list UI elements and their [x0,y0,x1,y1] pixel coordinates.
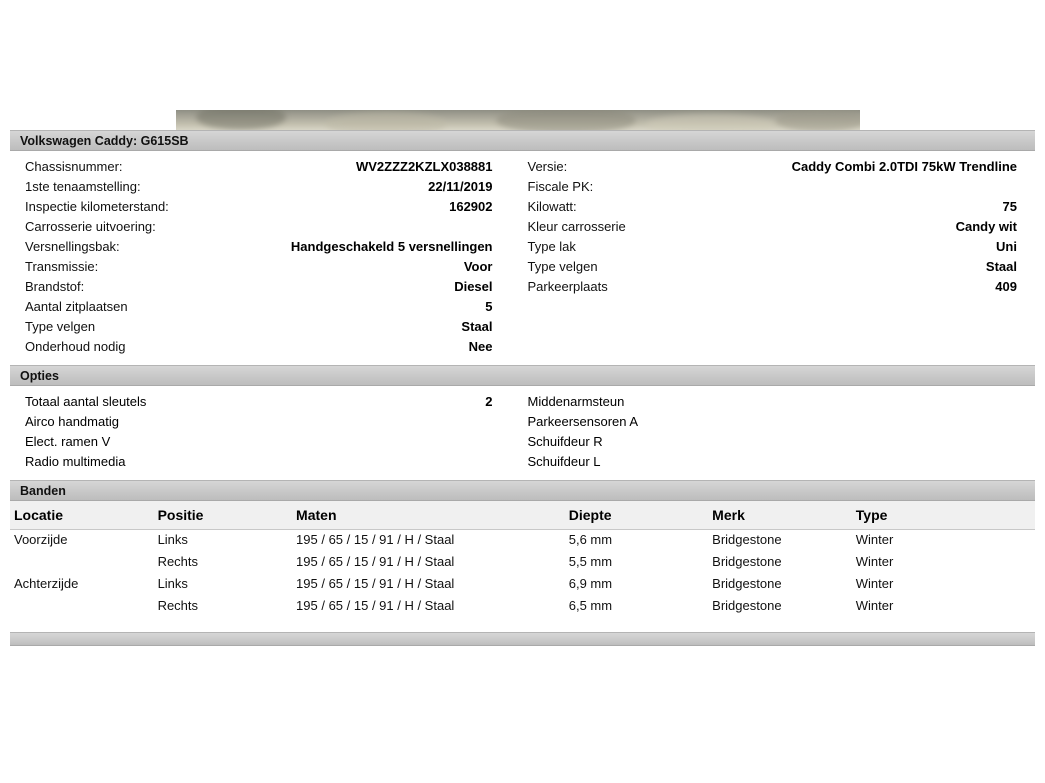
spec-value: 75 [1002,199,1017,214]
cell-positie: Rechts [157,554,199,569]
spec-row [25,277,493,297]
options-right-column [523,392,1036,472]
spec-label: Type velgen [527,259,598,274]
spec-value: Diesel [454,279,493,294]
column-header-positie: Positie [154,501,292,530]
option-label: Schuifdeur R [527,434,603,449]
spec-row [528,197,1018,217]
column-header-locatie: Locatie [10,501,154,530]
option-label: Parkeersensoren A [527,414,639,429]
spec-label: Chassisnummer: [25,159,123,174]
option-item [528,392,1018,412]
cell-locatie: Voorzijde [14,532,68,547]
column-header-maten: Maten [292,501,565,530]
spec-label: Inspectie kilometerstand: [25,199,169,214]
spec-label: 1ste tenaamstelling: [25,179,141,194]
spec-row [528,277,1018,297]
spec-row [25,237,493,257]
spec-row [25,297,493,317]
cell-positie: Links [157,532,188,547]
option-item [528,452,1018,472]
cell-merk: Bridgestone [712,598,782,613]
spec-row [528,217,1018,237]
cell-diepte: 6,9 mm [568,576,613,591]
cell-maten: 195 / 65 / 15 / 91 / H / Staal [296,554,455,569]
spec-row [25,257,493,277]
option-item [528,432,1018,452]
spec-value: Voor [463,259,493,274]
page-title: Volkswagen Caddy: G615SB [20,134,189,148]
option-label: Elect. ramen V [25,434,111,449]
option-label: Radio multimedia [25,454,126,469]
option-item [25,392,493,412]
spec-value: Caddy Combi 2.0TDI 75kW Trendline [791,159,1017,174]
cell-type: Winter [855,576,894,591]
cell-merk: Bridgestone [712,554,782,569]
options-section-header [10,365,1035,386]
spec-row [25,177,493,197]
table-row [10,574,1035,596]
table-row [10,552,1035,574]
spec-row [25,317,493,337]
cell-locatie: Achterzijde [14,576,79,591]
cell-locatie [10,552,154,574]
spec-label: Kilowatt: [527,199,577,214]
spec-value: 22/11/2019 [428,179,493,194]
option-item [25,432,493,452]
spec-row [25,217,493,237]
spec-row [528,177,1018,197]
vehicle-title-bar [10,130,1035,151]
column-header-merk: Merk [708,501,852,530]
cell-diepte: 6,5 mm [568,598,613,613]
spec-label: Parkeerplaats [527,279,608,294]
spec-label: Type velgen [25,319,96,334]
column-header-diepte: Diepte [565,501,708,530]
spec-value: Staal [461,319,493,334]
spec-label: Carrosserie uitvoering: [25,219,156,234]
spec-row [528,237,1018,257]
spec-row [25,197,493,217]
specifications-right-column [523,157,1036,357]
cell-positie: Links [157,576,188,591]
spec-row [25,337,493,357]
spec-label: Fiscale PK: [527,179,594,194]
spec-value: WV2ZZZ2KZLX038881 [355,159,493,174]
cell-maten: 195 / 65 / 15 / 91 / H / Staal [296,532,455,547]
spec-label: Brandstof: [25,279,85,294]
cell-diepte: 5,5 mm [568,554,613,569]
spec-row [528,257,1018,277]
cell-type: Winter [855,598,894,613]
option-label: Schuifdeur L [527,454,601,469]
cell-positie: Rechts [157,598,199,613]
option-label: Airco handmatig [25,414,119,429]
footer-divider [10,632,1035,646]
option-label: Totaal aantal sleutels [25,394,147,409]
spec-value: 409 [995,279,1017,294]
spec-value: Uni [996,239,1017,254]
spec-row [25,157,493,177]
spec-value: Handgeschakeld 5 versnellingen [290,239,493,254]
spec-value: Candy wit [955,219,1017,234]
column-header-type: Type [852,501,1035,530]
spec-value: 162902 [449,199,493,214]
cell-maten: 195 / 65 / 15 / 91 / H / Staal [296,576,455,591]
cell-maten: 195 / 65 / 15 / 91 / H / Staal [296,598,455,613]
cell-diepte: 5,6 mm [568,532,613,547]
table-row [10,596,1035,618]
option-item [528,412,1018,432]
specifications-grid [10,151,1035,357]
cell-merk: Bridgestone [712,532,782,547]
cell-locatie [10,596,154,618]
option-qty: 2 [485,394,493,409]
cell-type: Winter [855,532,894,547]
tyres-title: Banden [20,484,66,498]
spec-label: Versie: [527,159,568,174]
cell-merk: Bridgestone [712,576,782,591]
options-title: Opties [20,369,59,383]
spec-label: Kleur carrosserie [527,219,626,234]
spec-label: Onderhoud nodig [25,339,126,354]
cell-type: Winter [855,554,894,569]
option-label: Middenarmsteun [527,394,625,409]
spec-label: Aantal zitplaatsen [25,299,128,314]
options-grid [10,386,1035,472]
table-header-row [10,501,1035,530]
spec-value: Staal [985,259,1017,274]
spec-label: Type lak [527,239,576,254]
table-row [10,530,1035,553]
option-item [25,412,493,432]
spec-value: Nee [468,339,493,354]
option-item [25,452,493,472]
spec-row [528,157,1018,177]
specifications-left-column [10,157,523,357]
vehicle-photo [176,110,860,130]
spec-value: 5 [485,299,493,314]
report-content [10,130,1035,646]
options-left-column [10,392,523,472]
spec-label: Transmissie: [25,259,99,274]
tyres-table [10,501,1035,618]
spec-label: Versnellingsbak: [25,239,120,254]
tyres-section-header [10,480,1035,501]
